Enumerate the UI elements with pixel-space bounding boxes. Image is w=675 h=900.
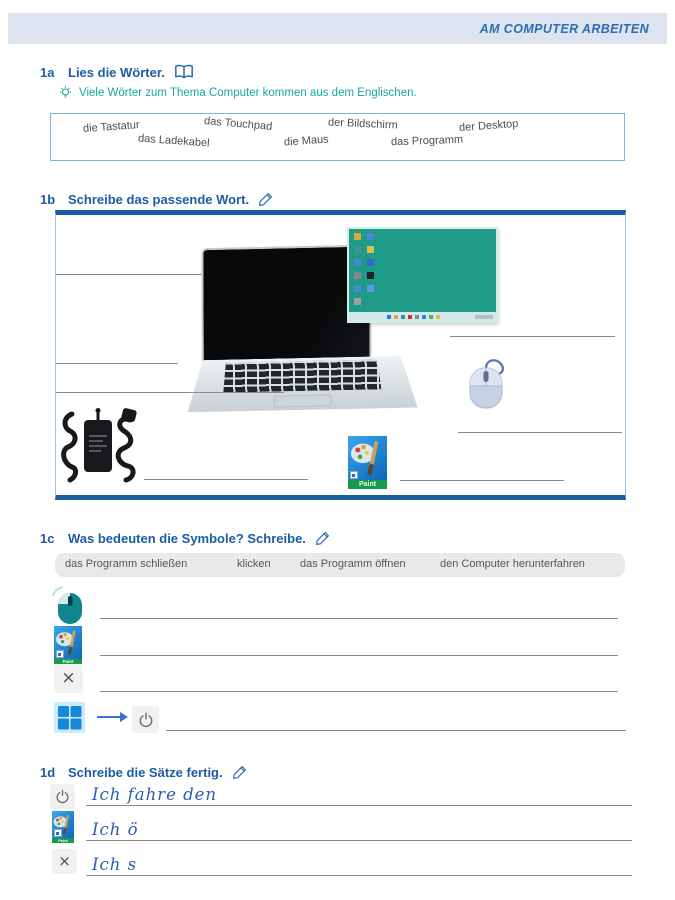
power-icon — [132, 706, 159, 733]
section-1a-heading — [40, 64, 194, 80]
desktop-screenshot — [347, 227, 498, 323]
paint-icon-art — [348, 436, 387, 480]
section-number: 1d — [40, 765, 56, 780]
word-item: das Programm — [390, 133, 464, 149]
word-item: die Tastatur — [82, 119, 141, 135]
answer-blank[interactable] — [458, 432, 622, 433]
tip-text: Viele Wörter zum Thema Computer kommen aus dem Englischen. — [79, 86, 417, 99]
word-item: das Ladekabel — [137, 132, 210, 150]
shortcut-badge-icon — [56, 650, 64, 658]
section-title: Schreibe die Sätze fertig. — [68, 765, 223, 780]
handwritten-answer: Ich s — [92, 855, 138, 874]
answer-blank[interactable] — [56, 274, 202, 275]
section-number: 1c — [40, 531, 55, 546]
shortcut-badge-icon — [350, 471, 358, 479]
word-bank-item: klicken — [237, 558, 271, 570]
section-title: Was bedeuten die Symbole? Schreibe. — [68, 531, 306, 546]
handwritten-answer: Ich fahre den — [92, 785, 218, 804]
mouse-image — [453, 356, 511, 410]
shortcut-badge-icon — [54, 829, 62, 837]
page-header — [8, 13, 667, 44]
laptop-base — [187, 356, 418, 413]
answer-blank[interactable] — [100, 618, 618, 619]
windows-squares — [58, 706, 69, 717]
section-1d-heading — [40, 765, 247, 780]
word-item: der Bildschirm — [327, 116, 398, 132]
paint-icon-art — [52, 811, 74, 838]
word-bank-item: das Programm schließen — [65, 558, 188, 570]
answer-blank[interactable] — [86, 840, 632, 841]
close-icon: × — [52, 849, 77, 874]
section-title: Lies die Wörter. — [68, 64, 165, 80]
answer-blank[interactable] — [86, 805, 632, 806]
page-header-title: AM COMPUTER ARBEITEN — [479, 21, 649, 36]
section-1b-heading — [40, 192, 273, 207]
power-icon — [50, 784, 75, 809]
paint-icon-label: Paint — [348, 480, 387, 489]
answer-blank[interactable] — [144, 479, 308, 480]
tip-line — [58, 85, 417, 100]
pencil-icon — [258, 192, 273, 207]
section-number: 1a — [40, 64, 55, 80]
word-item: das Touchpad — [203, 115, 273, 133]
word-item: die Maus — [283, 133, 330, 149]
close-icon: × — [54, 664, 83, 693]
word-bank-item: das Programm öffnen — [300, 558, 406, 570]
desktop-icons — [354, 233, 361, 240]
paint-icon — [54, 626, 82, 664]
laptop-keyboard — [223, 359, 382, 392]
section-1c-heading — [40, 531, 330, 546]
word-item: der Desktop — [458, 117, 519, 135]
section-number: 1b — [40, 192, 56, 207]
answer-blank[interactable] — [86, 875, 632, 876]
answer-blank[interactable] — [56, 392, 284, 393]
paint-icon-label: Paint — [54, 659, 82, 664]
handwritten-answer: Ich ö — [92, 820, 139, 839]
answer-blank[interactable] — [100, 655, 618, 656]
mouse-click-icon — [49, 585, 87, 625]
desktop-taskbar — [349, 312, 496, 321]
pencil-icon — [232, 765, 247, 780]
word-bank — [55, 553, 625, 577]
taskbar-tray — [475, 315, 493, 319]
charger-image — [56, 406, 148, 486]
pencil-icon — [315, 531, 330, 546]
paint-icon — [52, 811, 74, 842]
answer-blank[interactable] — [400, 480, 564, 481]
laptop-touchpad — [273, 394, 331, 407]
answer-blank[interactable] — [450, 336, 615, 337]
word-bank-item: den Computer herunterfahren — [440, 558, 585, 570]
arrow-icon — [97, 716, 121, 718]
paint-icon-label: Paint — [52, 838, 74, 843]
answer-blank[interactable] — [166, 730, 626, 731]
section-title: Schreibe das passende Wort. — [68, 192, 250, 207]
book-icon — [174, 64, 194, 80]
paint-icon-art — [54, 626, 82, 659]
lightbulb-icon — [58, 85, 73, 100]
taskbar-icons — [387, 315, 391, 319]
answer-blank[interactable] — [56, 363, 178, 364]
windows-logo-icon — [54, 702, 85, 733]
answer-blank[interactable] — [100, 691, 618, 692]
word-box — [50, 113, 625, 161]
paint-icon — [348, 436, 387, 489]
